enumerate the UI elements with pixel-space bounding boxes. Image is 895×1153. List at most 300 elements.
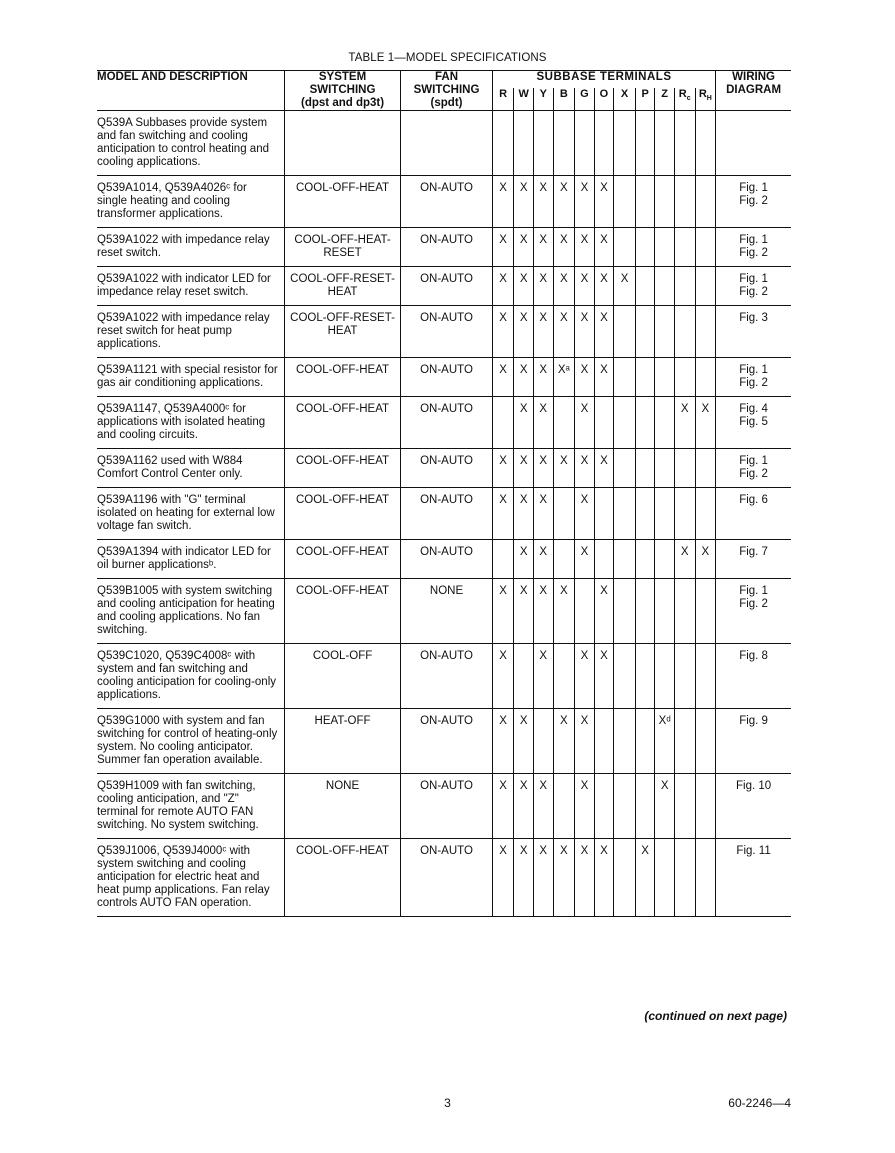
terminal-mark-cell: X bbox=[492, 176, 514, 228]
terminal-mark-cell: X bbox=[575, 176, 595, 228]
header-fan-switching bbox=[401, 71, 493, 111]
terminal-mark-cell: X bbox=[594, 839, 614, 917]
wiring-figure-ref: Fig. 2 bbox=[739, 247, 768, 259]
terminal-mark-cell bbox=[695, 449, 716, 488]
terminal-mark-cell: X bbox=[594, 644, 614, 709]
fan-switching-cell: ON-AUTO bbox=[401, 397, 493, 449]
system-switching-cell: COOL-OFF-RESET-HEAT bbox=[284, 306, 400, 358]
terminal-mark-cell bbox=[655, 644, 675, 709]
terminal-mark-cell bbox=[655, 267, 675, 306]
table-row bbox=[97, 449, 791, 488]
header-wiring-diagram bbox=[716, 71, 791, 111]
terminal-mark-cell bbox=[614, 176, 636, 228]
header-wiring-line1: WIRING bbox=[732, 71, 775, 83]
model-description: Q539A1394 with indicator LED for oil burner applicationsᵇ. bbox=[97, 540, 284, 579]
terminal-mark-cell: X bbox=[594, 449, 614, 488]
terminal-mark-cell bbox=[635, 774, 655, 839]
header-terminal bbox=[575, 88, 595, 111]
table-row bbox=[97, 267, 791, 306]
terminal-mark-cell bbox=[655, 358, 675, 397]
terminal-mark-cell bbox=[553, 644, 575, 709]
terminal-mark-cell bbox=[635, 579, 655, 644]
header-terminal-letter: W bbox=[518, 88, 529, 100]
fan-switching-cell: ON-AUTO bbox=[401, 644, 493, 709]
wiring-figure-ref: Fig. 2 bbox=[739, 195, 768, 207]
terminal-mark-cell bbox=[594, 397, 614, 449]
wiring-figure-ref: Fig. 1 bbox=[739, 364, 768, 376]
header-terminal-letter: X bbox=[620, 88, 629, 100]
terminal-mark-cell: X bbox=[594, 267, 614, 306]
terminal-mark-cell bbox=[553, 774, 575, 839]
model-description: Q539A1196 with "G" terminal isolated on heating for external low voltage fan switch. bbox=[97, 488, 284, 540]
system-switching-cell: COOL-OFF bbox=[284, 644, 400, 709]
terminal-mark-cell bbox=[614, 644, 636, 709]
header-model: MODEL AND DESCRIPTION bbox=[97, 71, 284, 111]
terminal-mark-cell: X bbox=[695, 397, 716, 449]
terminal-mark-cell bbox=[655, 540, 675, 579]
wiring-diagram-cell bbox=[716, 488, 791, 540]
terminal-mark-cell bbox=[614, 774, 636, 839]
wiring-figure-ref: Fig. 4 bbox=[739, 403, 768, 415]
header-fan-line1: FAN bbox=[435, 71, 459, 83]
system-switching-cell bbox=[284, 111, 400, 176]
table-row bbox=[97, 839, 791, 917]
fan-switching-cell: ON-AUTO bbox=[401, 540, 493, 579]
terminal-mark-cell: X bbox=[553, 839, 575, 917]
header-terminal bbox=[594, 88, 614, 111]
model-specifications-table bbox=[97, 71, 791, 917]
terminal-mark-cell: X bbox=[575, 488, 595, 540]
terminal-mark-cell bbox=[492, 397, 514, 449]
terminal-mark-cell bbox=[553, 488, 575, 540]
terminal-mark-cell: X bbox=[594, 358, 614, 397]
terminal-mark-cell: X bbox=[575, 839, 595, 917]
header-terminal-letter: R bbox=[698, 88, 707, 100]
system-switching-cell: COOL-OFF-HEAT-RESET bbox=[284, 228, 400, 267]
table-row bbox=[97, 488, 791, 540]
system-switching-cell: COOL-OFF-HEAT bbox=[284, 579, 400, 644]
wiring-figure-ref: Fig. 2 bbox=[739, 377, 768, 389]
terminal-mark-cell bbox=[695, 176, 716, 228]
terminal-mark-cell: X bbox=[575, 709, 595, 774]
header-system-line2: SWITCHING bbox=[309, 84, 376, 96]
system-switching-cell: COOL-OFF-HEAT bbox=[284, 449, 400, 488]
terminal-mark-cell bbox=[614, 488, 636, 540]
terminal-mark-cell bbox=[655, 306, 675, 358]
wiring-diagram-cell bbox=[716, 839, 791, 917]
terminal-mark-cell: X bbox=[575, 397, 595, 449]
terminal-mark-cell: X bbox=[575, 644, 595, 709]
terminal-mark-cell: X bbox=[492, 579, 514, 644]
system-switching-cell: COOL-OFF-HEAT bbox=[284, 358, 400, 397]
terminal-mark-cell: X bbox=[575, 228, 595, 267]
header-wiring-line2: DIAGRAM bbox=[726, 84, 782, 96]
header-subbase-terminals: SUBBASE TERMINALS bbox=[536, 71, 672, 83]
model-description: Q539J1006, Q539J4000ᶜ with system switching and cooling anticipation for electric heat and heat pump applications. Fan relay controls AUTO FAN operation. bbox=[97, 839, 284, 917]
wiring-diagram-cell bbox=[716, 228, 791, 267]
terminal-mark-cell: X bbox=[492, 644, 514, 709]
terminal-mark-cell: X bbox=[492, 228, 514, 267]
system-switching-cell: COOL-OFF-HEAT bbox=[284, 488, 400, 540]
header-terminal bbox=[492, 88, 514, 111]
terminal-mark-cell bbox=[695, 228, 716, 267]
table-row bbox=[97, 774, 791, 839]
header-terminal-letter: R bbox=[499, 88, 508, 100]
header-terminal-letter: Z bbox=[661, 88, 669, 100]
terminal-mark-cell bbox=[695, 774, 716, 839]
terminal-mark-cell: X bbox=[533, 228, 553, 267]
wiring-diagram-cell bbox=[716, 176, 791, 228]
header-terminal bbox=[635, 88, 655, 111]
table-row bbox=[97, 306, 791, 358]
terminal-mark-cell bbox=[614, 228, 636, 267]
terminal-mark-cell: X bbox=[492, 488, 514, 540]
header-system-line1: SYSTEM bbox=[318, 71, 367, 83]
header-fan-line3: (spdt) bbox=[430, 97, 463, 109]
terminal-mark-cell: Xᵃ bbox=[553, 358, 575, 397]
table-row bbox=[97, 176, 791, 228]
terminal-mark-cell bbox=[635, 709, 655, 774]
wiring-figure-ref: Fig. 10 bbox=[735, 780, 772, 792]
terminal-mark-cell: X bbox=[594, 228, 614, 267]
terminal-mark-cell: X bbox=[553, 306, 575, 358]
terminal-mark-cell bbox=[614, 397, 636, 449]
fan-switching-cell: ON-AUTO bbox=[401, 839, 493, 917]
terminal-mark-cell bbox=[635, 228, 655, 267]
table-row bbox=[97, 540, 791, 579]
terminal-mark-cell: X bbox=[674, 540, 695, 579]
terminal-mark-cell: X bbox=[514, 579, 534, 644]
wiring-diagram-cell bbox=[716, 774, 791, 839]
terminal-mark-cell: X bbox=[492, 709, 514, 774]
terminal-mark-cell bbox=[674, 449, 695, 488]
terminal-mark-cell bbox=[695, 267, 716, 306]
terminal-mark-cell: X bbox=[514, 358, 534, 397]
header-terminal bbox=[614, 88, 636, 111]
terminal-mark-cell bbox=[635, 488, 655, 540]
terminal-mark-cell: X bbox=[594, 579, 614, 644]
terminal-mark-cell: X bbox=[533, 176, 553, 228]
system-switching-cell: NONE bbox=[284, 774, 400, 839]
terminal-mark-cell: Xᵈ bbox=[655, 709, 675, 774]
wiring-diagram-cell bbox=[716, 397, 791, 449]
fan-switching-cell: ON-AUTO bbox=[401, 449, 493, 488]
header-terminal bbox=[533, 88, 553, 111]
terminal-mark-cell: X bbox=[575, 267, 595, 306]
fan-switching-cell: ON-AUTO bbox=[401, 306, 493, 358]
terminal-mark-cell bbox=[635, 176, 655, 228]
terminal-mark-cell bbox=[655, 176, 675, 228]
model-description: Q539H1009 with fan switching, cooling anticipation, and "Z" terminal for remote AUTO FAN switching. No system switching. bbox=[97, 774, 284, 839]
terminal-mark-cell bbox=[492, 111, 514, 176]
model-description: Q539A1022 with indicator LED for impedance relay reset switch. bbox=[97, 267, 284, 306]
terminal-mark-cell: X bbox=[514, 306, 534, 358]
terminal-mark-cell: X bbox=[533, 306, 553, 358]
terminal-mark-cell: X bbox=[514, 839, 534, 917]
terminal-mark-cell bbox=[514, 111, 534, 176]
terminal-mark-cell: X bbox=[533, 540, 553, 579]
terminal-mark-cell bbox=[674, 709, 695, 774]
fan-switching-cell: ON-AUTO bbox=[401, 488, 493, 540]
header-system-switching bbox=[284, 71, 400, 111]
header-system-line3: (dpst and dp3t) bbox=[301, 97, 385, 109]
header-terminal bbox=[553, 88, 575, 111]
terminal-mark-cell: X bbox=[514, 228, 534, 267]
terminal-mark-cell bbox=[533, 111, 553, 176]
model-description: Q539A1014, Q539A4026ᶜ for single heating and cooling transformer applications. bbox=[97, 176, 284, 228]
terminal-mark-cell bbox=[594, 488, 614, 540]
table-row bbox=[97, 644, 791, 709]
terminal-mark-cell: X bbox=[575, 449, 595, 488]
wiring-figure-ref: Fig. 7 bbox=[739, 546, 768, 558]
wiring-diagram-cell bbox=[716, 358, 791, 397]
wiring-figure-ref: Fig. 1 bbox=[739, 234, 768, 246]
model-description: Q539A1022 with impedance relay reset switch for heat pump applications. bbox=[97, 306, 284, 358]
header-terminal-letter: R bbox=[678, 88, 687, 100]
terminal-mark-cell: X bbox=[635, 839, 655, 917]
terminal-mark-cell: X bbox=[533, 774, 553, 839]
terminal-mark-cell: X bbox=[575, 774, 595, 839]
system-switching-cell: COOL-OFF-HEAT bbox=[284, 397, 400, 449]
terminal-mark-cell bbox=[674, 111, 695, 176]
header-terminal-letter: O bbox=[599, 88, 609, 100]
terminal-mark-cell bbox=[674, 358, 695, 397]
header-terminal bbox=[655, 88, 675, 111]
terminal-mark-cell bbox=[695, 488, 716, 540]
wiring-diagram-cell bbox=[716, 306, 791, 358]
system-switching-cell: COOL-OFF-HEAT bbox=[284, 540, 400, 579]
terminal-mark-cell: X bbox=[492, 358, 514, 397]
terminal-mark-cell bbox=[635, 358, 655, 397]
terminal-mark-cell bbox=[695, 358, 716, 397]
terminal-mark-cell: X bbox=[533, 397, 553, 449]
terminal-mark-cell bbox=[614, 709, 636, 774]
terminal-mark-cell bbox=[553, 111, 575, 176]
terminal-mark-cell bbox=[614, 306, 636, 358]
terminal-mark-cell: X bbox=[492, 839, 514, 917]
terminal-mark-cell: X bbox=[514, 540, 534, 579]
terminal-mark-cell bbox=[695, 644, 716, 709]
form-number: 60-2246—4 bbox=[728, 1096, 791, 1110]
terminal-mark-cell bbox=[594, 540, 614, 579]
terminal-mark-cell: X bbox=[514, 267, 534, 306]
terminal-mark-cell bbox=[635, 111, 655, 176]
terminal-mark-cell bbox=[614, 449, 636, 488]
terminal-mark-cell: X bbox=[614, 267, 636, 306]
terminal-mark-cell: X bbox=[575, 540, 595, 579]
fan-switching-cell: ON-AUTO bbox=[401, 267, 493, 306]
terminal-mark-cell: X bbox=[533, 449, 553, 488]
wiring-diagram-cell bbox=[716, 644, 791, 709]
fan-switching-cell: ON-AUTO bbox=[401, 176, 493, 228]
table-row bbox=[97, 111, 791, 176]
header-terminal bbox=[695, 88, 716, 111]
terminal-mark-cell bbox=[695, 839, 716, 917]
table-row bbox=[97, 709, 791, 774]
page-number: 3 bbox=[444, 1096, 451, 1110]
terminal-mark-cell bbox=[635, 267, 655, 306]
header-terminal-letter: P bbox=[641, 88, 649, 100]
terminal-mark-cell: X bbox=[514, 397, 534, 449]
terminal-mark-cell: X bbox=[492, 267, 514, 306]
model-description: Q539A1162 used with W884 Comfort Control Center only. bbox=[97, 449, 284, 488]
terminal-mark-cell: X bbox=[553, 449, 575, 488]
terminal-mark-cell bbox=[614, 540, 636, 579]
terminal-mark-cell: X bbox=[594, 306, 614, 358]
table-row bbox=[97, 228, 791, 267]
terminal-mark-cell bbox=[674, 267, 695, 306]
wiring-figure-ref: Fig. 2 bbox=[739, 598, 768, 610]
wiring-figure-ref: Fig. 2 bbox=[739, 468, 768, 480]
header-terminal bbox=[514, 88, 534, 111]
wiring-figure-ref: Fig. 1 bbox=[739, 182, 768, 194]
system-switching-cell: HEAT-OFF bbox=[284, 709, 400, 774]
terminal-mark-cell bbox=[655, 228, 675, 267]
terminal-mark-cell: X bbox=[674, 397, 695, 449]
wiring-figure-ref: Fig. 5 bbox=[739, 416, 768, 428]
terminal-mark-cell bbox=[533, 709, 553, 774]
terminal-mark-cell bbox=[655, 397, 675, 449]
terminal-mark-cell bbox=[695, 111, 716, 176]
terminal-mark-cell bbox=[674, 306, 695, 358]
terminal-mark-cell: X bbox=[492, 449, 514, 488]
terminal-mark-cell: X bbox=[492, 306, 514, 358]
terminal-mark-cell: X bbox=[533, 488, 553, 540]
terminal-mark-cell bbox=[674, 228, 695, 267]
terminal-mark-cell bbox=[614, 358, 636, 397]
terminal-mark-cell bbox=[594, 111, 614, 176]
wiring-diagram-cell bbox=[716, 111, 791, 176]
wiring-diagram-cell bbox=[716, 579, 791, 644]
terminal-mark-cell bbox=[674, 488, 695, 540]
terminal-mark-cell bbox=[655, 839, 675, 917]
terminal-mark-cell bbox=[695, 709, 716, 774]
terminal-mark-cell: X bbox=[575, 306, 595, 358]
terminal-mark-cell bbox=[635, 306, 655, 358]
fan-switching-cell: ON-AUTO bbox=[401, 228, 493, 267]
header-terminal-letter: B bbox=[559, 88, 568, 100]
terminal-mark-cell: X bbox=[695, 540, 716, 579]
terminal-mark-cell bbox=[695, 306, 716, 358]
terminal-mark-cell: X bbox=[553, 579, 575, 644]
wiring-figure-ref: Fig. 6 bbox=[739, 494, 768, 506]
terminal-mark-cell bbox=[594, 774, 614, 839]
header-terminal-subscript: H bbox=[706, 95, 712, 103]
header-terminal-letter: Y bbox=[539, 88, 547, 100]
terminal-mark-cell bbox=[655, 488, 675, 540]
terminal-mark-cell: X bbox=[655, 774, 675, 839]
terminal-mark-cell bbox=[614, 111, 636, 176]
wiring-figure-ref: Fig. 1 bbox=[739, 455, 768, 467]
wiring-figure-ref: Fig. 3 bbox=[739, 312, 768, 324]
terminal-mark-cell: X bbox=[553, 267, 575, 306]
terminal-mark-cell: X bbox=[514, 774, 534, 839]
system-switching-cell: COOL-OFF-HEAT bbox=[284, 839, 400, 917]
model-description: Q539A1022 with impedance relay reset switch. bbox=[97, 228, 284, 267]
terminal-mark-cell bbox=[635, 540, 655, 579]
model-description: Q539A1121 with special resistor for gas air conditioning applications. bbox=[97, 358, 284, 397]
terminal-mark-cell: X bbox=[514, 709, 534, 774]
terminal-mark-cell bbox=[655, 579, 675, 644]
fan-switching-cell: ON-AUTO bbox=[401, 709, 493, 774]
terminal-mark-cell: X bbox=[553, 228, 575, 267]
model-description: Q539B1005 with system switching and cooling anticipation for heating and cooling applications. No fan switching. bbox=[97, 579, 284, 644]
terminal-mark-cell bbox=[674, 176, 695, 228]
terminal-mark-cell: X bbox=[553, 176, 575, 228]
terminal-mark-cell bbox=[614, 839, 636, 917]
table-row bbox=[97, 397, 791, 449]
terminal-mark-cell bbox=[674, 644, 695, 709]
system-switching-cell: COOL-OFF-RESET-HEAT bbox=[284, 267, 400, 306]
terminal-mark-cell: X bbox=[553, 709, 575, 774]
terminal-mark-cell bbox=[635, 449, 655, 488]
terminal-mark-cell: X bbox=[533, 358, 553, 397]
terminal-mark-cell: X bbox=[492, 774, 514, 839]
wiring-diagram-cell bbox=[716, 267, 791, 306]
terminal-mark-cell bbox=[674, 579, 695, 644]
header-terminal bbox=[674, 88, 695, 111]
terminal-mark-cell: X bbox=[594, 176, 614, 228]
terminal-mark-cell bbox=[695, 579, 716, 644]
model-description: Q539A Subbases provide system and fan switching and cooling anticipation to control heating and cooling applications. bbox=[97, 111, 284, 176]
wiring-figure-ref: Fig. 2 bbox=[739, 286, 768, 298]
terminal-mark-cell bbox=[553, 397, 575, 449]
wiring-figure-ref: Fig. 1 bbox=[739, 585, 768, 597]
model-description: Q539G1000 with system and fan switching for control of heating-only system. No cooling anticipator. Summer fan operation available. bbox=[97, 709, 284, 774]
terminal-mark-cell: X bbox=[533, 267, 553, 306]
terminal-mark-cell: X bbox=[514, 176, 534, 228]
terminal-mark-cell bbox=[575, 579, 595, 644]
wiring-diagram-cell bbox=[716, 449, 791, 488]
terminal-mark-cell bbox=[514, 644, 534, 709]
terminal-mark-cell bbox=[655, 111, 675, 176]
header-fan-line2: SWITCHING bbox=[413, 84, 480, 96]
terminal-mark-cell bbox=[635, 397, 655, 449]
terminal-mark-cell bbox=[655, 449, 675, 488]
table-title: TABLE 1—MODEL SPECIFICATIONS bbox=[348, 52, 547, 64]
model-description: Q539A1147, Q539A4000ᶜ for applications with isolated heating and cooling circuits. bbox=[97, 397, 284, 449]
model-description: Q539C1020, Q539C4008ᶜ with system and fan switching and cooling anticipation for cooling-only applications. bbox=[97, 644, 284, 709]
fan-switching-cell: ON-AUTO bbox=[401, 774, 493, 839]
fan-switching-cell: NONE bbox=[401, 579, 493, 644]
wiring-diagram-cell bbox=[716, 540, 791, 579]
terminal-mark-cell bbox=[674, 839, 695, 917]
terminal-mark-cell: X bbox=[533, 579, 553, 644]
header-terminal-subscript: c bbox=[686, 95, 691, 103]
fan-switching-cell: ON-AUTO bbox=[401, 358, 493, 397]
terminal-mark-cell bbox=[614, 579, 636, 644]
terminal-mark-cell bbox=[492, 540, 514, 579]
terminal-mark-cell bbox=[674, 774, 695, 839]
continued-note: (continued on next page) bbox=[644, 1009, 787, 1023]
wiring-figure-ref: Fig. 11 bbox=[736, 845, 771, 857]
terminal-mark-cell bbox=[575, 111, 595, 176]
terminal-mark-cell bbox=[553, 540, 575, 579]
terminal-mark-cell: X bbox=[533, 644, 553, 709]
wiring-figure-ref: Fig. 9 bbox=[739, 715, 768, 727]
terminal-mark-cell bbox=[635, 644, 655, 709]
terminal-mark-cell: X bbox=[575, 358, 595, 397]
terminal-mark-cell: X bbox=[514, 488, 534, 540]
terminal-mark-cell: X bbox=[533, 839, 553, 917]
terminal-mark-cell: X bbox=[514, 449, 534, 488]
fan-switching-cell bbox=[401, 111, 493, 176]
wiring-figure-ref: Fig. 1 bbox=[739, 273, 768, 285]
table-row bbox=[97, 579, 791, 644]
wiring-figure-ref: Fig. 8 bbox=[739, 650, 768, 662]
wiring-diagram-cell bbox=[716, 709, 791, 774]
system-switching-cell: COOL-OFF-HEAT bbox=[284, 176, 400, 228]
